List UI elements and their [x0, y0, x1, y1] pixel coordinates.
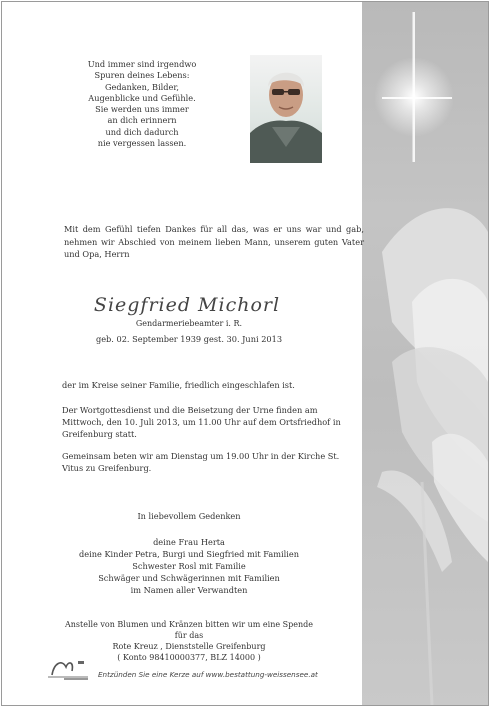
donation-line: ( Konto 98410000377, BLZ 14000 ) — [117, 653, 261, 662]
flower-side-panel — [362, 2, 488, 705]
passing-text: der im Kreise seiner Familie, friedlich eingeschlafen ist. — [62, 380, 295, 390]
funeral-home-logo — [48, 653, 92, 681]
poem-line: Augenblicke und Gefühle. — [88, 92, 196, 103]
donation-line: Anstelle von Blumen und Kränzen bitten wir um eine Spende für das — [64, 620, 313, 640]
mourner-line: Schwäger und Schwägerinnen mit Familien — [98, 573, 280, 583]
parte-page — [1, 1, 489, 706]
poem-line: Spuren deines Lebens: — [94, 70, 190, 81]
mourner-line: deine Frau Herta — [153, 537, 225, 547]
poem-line: an dich erinnern — [107, 115, 177, 126]
life-dates: geb. 02. September 1939 gest. 30. Juni 2013 — [95, 334, 283, 344]
service-text: Der Wortgottesdienst und die Beisetzung der Urne finden am Mittwoch, den 10. Juli 2013, um 11.00 Uhr auf dem Ortsfriedhof in Greifenburg statt. — [62, 405, 341, 439]
mourner-line: Schwester Rosl mit Familie — [132, 561, 246, 571]
poem-line: Gedanken, Bilder, — [104, 81, 180, 92]
poem-line: und dich dadurch — [105, 126, 179, 137]
mourner-line: deine Kinder Petra, Burgi und Siegfried mit Familien — [79, 549, 299, 559]
occupation: Gendarmeriebeamter i. R. — [135, 319, 243, 328]
deceased-name: Siegfried Michorl — [93, 294, 281, 316]
memory-heading: In liebevollem Gedenken — [137, 511, 241, 521]
mourner-line: im Namen aller Verwandten — [130, 585, 248, 595]
poem-line: Und immer sind irgendwo — [87, 59, 197, 69]
prayer-text: Gemeinsam beten wir am Dienstag um 19.00 Uhr in der Kirche St. Vitus zu Greifenburg. — [62, 451, 340, 473]
mourners-list — [62, 536, 316, 596]
donation-line: Rote Kreuz , Dienststelle Greifenburg — [112, 642, 266, 651]
donation-note — [62, 619, 316, 663]
poem — [72, 59, 212, 149]
candle-website-link[interactable]: Entzünden Sie eine Kerze auf www.bestattung-weissensee.at — [98, 670, 318, 679]
portrait-photo — [250, 55, 322, 163]
lily-cross-illustration — [362, 2, 488, 705]
intro-text: Mit dem Gefühl tiefen Dankes für all das, was er uns war und gab, nehmen wir Abschied von meinem lieben Mann, unserem guten Vater und Opa, Herrn — [64, 224, 364, 260]
poem-line: Sie werden uns immer — [95, 104, 189, 115]
poem-line: nie vergessen lassen. — [97, 138, 187, 149]
